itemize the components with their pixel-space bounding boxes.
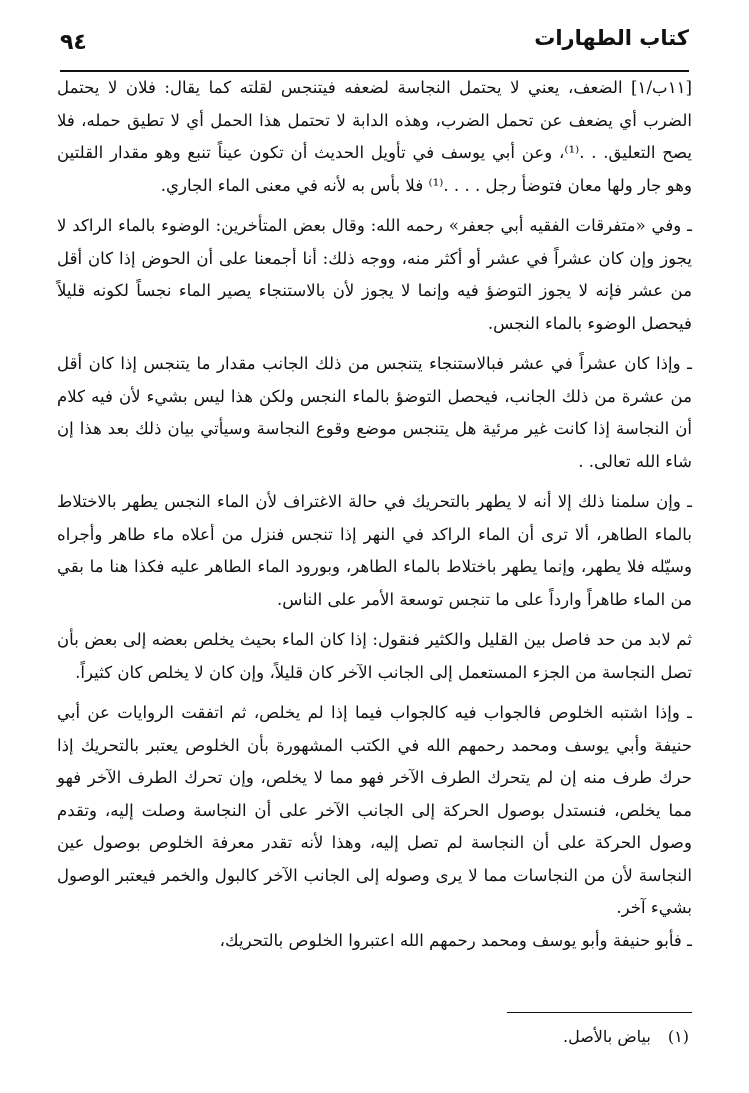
paragraph: ـ وإذا كان عشراً في عشر فبالاستنجاء يتنجس من ذلك الجانب مقدار ما يتنجس إذا كان أقل من عشرة من ذلك الجانب، فيحصل التوضؤ بالماء النجس ولكن هذا ليس بشيء لأن فيه كلام أن النجاسة إذا كانت غير مرئية هل يتنجس موضع وقوع النجاسة وسيأتي بيان ذلك بعد هذا إن شاء الله تعالى. . xyxy=(57,354,692,471)
footnote-text: بياض بالأصل. xyxy=(562,1027,651,1046)
paragraph: ـ وإن سلمنا ذلك إلا أنه لا يطهر بالتحريك في حالة الاغتراف لأن الماء النجس يطهر بالاختلاط بالماء الطاهر، ألا ترى أن الماء الراكد في النهر إذا تنجس فنزل من أعلاه ماء طاهر وأجراه وسيّله فلا يطهر، وإنما يطهر باختلاط بالماء الطاهر، وبورود الماء الطاهر عليه فكذا هنا ما بقي من الماء طاهراً وارداً على ما تنجس توسعة الأمر على الناس. xyxy=(57,492,692,609)
page-header xyxy=(60,22,689,72)
footnote-divider xyxy=(507,1012,692,1013)
footnote-marker: (١) xyxy=(667,1027,689,1046)
footnote xyxy=(563,1024,689,1050)
main-text xyxy=(57,72,692,957)
paragraph: [١١ب/١] الضعف، يعني لا يحتمل النجاسة لضعفه فيتنجس لقلته كما يقال: فلان لا يحتمل الضرب أي يضعف عن تحمل الضرب، وهذه الدابة لا تحتمل هذا الحمل أي لا تطيق حمله، فلا يصح التعليق. . .⁽¹⁾، وعن أبي يوسف في تأويل الحديث أن تكون عيناً تنبع وهو مقدار القلتين وهو جار ولها معان فتوضأ رجل . . . .⁽¹⁾ فلا بأس به لأنه في معنى الماء الجاري. xyxy=(57,78,692,195)
page-number: ٩٤ xyxy=(60,30,87,55)
book-title: كتاب الطهارات xyxy=(534,26,689,50)
paragraph: ـ فأبو حنيفة وأبو يوسف ومحمد رحمهم الله اعتبروا الخلوص بالتحريك، xyxy=(219,930,692,950)
paragraph: ـ وإذا اشتبه الخلوص فالجواب فيه كالجواب فيما إذا لم يخلص، ثم اتفقت الروايات عن أبي حنيفة وأبي يوسف ومحمد رحمهم الله في الكتب المشهورة بأن الخلوص يعتبر بالتحريك إذا حرك طرف منه إن لم يتحرك الطرف الآخر فهو مما لا يخلص، وإن تحرك الطرف الآخر فهو مما يخلص، فنستدل بوصول الحركة إلى الجانب الآخر على أن النجاسة وصلت إليه، وتقدم وصول الحركة على أن النجاسة لم تصل إليه، وهذا لأنه تقدر معرفة الخلوص بوصول عين النجاسة لأن من النجاسات مما لا يرى وصوله إلى الجانب الآخر كالبول والخمر فيعتبر الوصول بشيء آخر. xyxy=(57,703,692,917)
paragraph: ـ وفي «متفرقات الفقيه أبي جعفر» رحمه الله: وقال بعض المتأخرين: الوضوء بالماء الراكد لا يجوز وإن كان عشراً في عشر أو أكثر منه، ووجه ذلك: أنا أجمعنا على أن الحوض إذا كان أقل من عشر فإنه لا يجوز التوضؤ فيه وإنما لا يجوز لأن بالاستنجاء يصير الماء نجساً لكونه قليلاً فيحصل الوضوء بالماء النجس. xyxy=(57,216,692,333)
paragraph: ثم لابد من حد فاصل بين القليل والكثير فنقول: إذا كان الماء بحيث يخلص بعضه إلى بعض بأن تصل النجاسة من الجزء المستعمل إلى الجانب الآخر كان قليلاً، وإن كان لا يخلص كان كثيراً. xyxy=(57,630,692,682)
